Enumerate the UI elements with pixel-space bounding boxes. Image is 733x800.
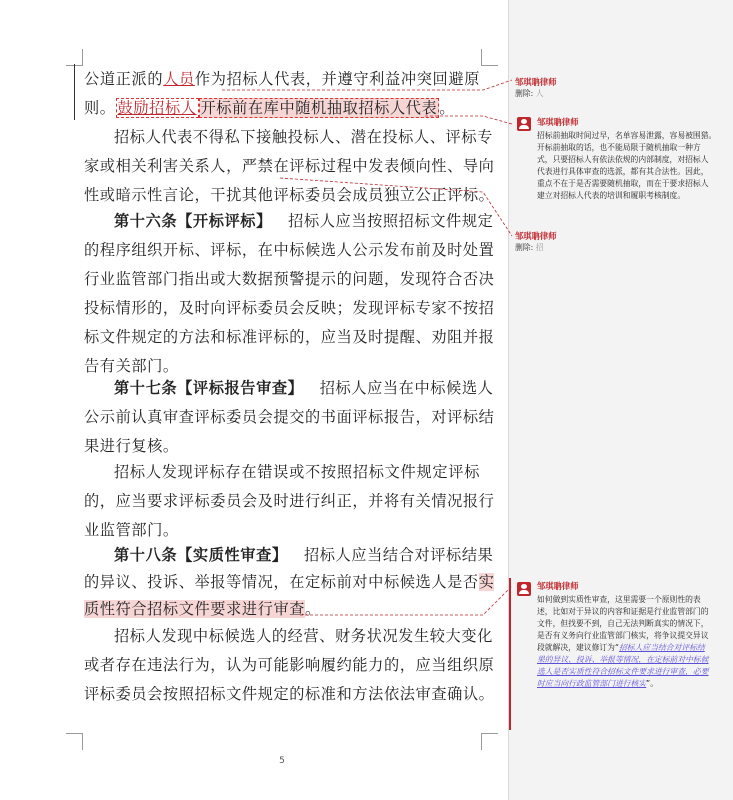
text-line[interactable]: 第十六条【开标评标】 招标人应当按照招标文件规定 [114, 212, 494, 230]
comment-author: 邹琪聃律师 [515, 231, 557, 241]
text-line[interactable]: 的异议、投诉、举报等情况，在定标前对中标候选人是否实 [84, 573, 495, 591]
inserted-text: 人员 [163, 70, 195, 88]
text-line[interactable]: 评标委员会按照招标文件规定的标准和方法依法审查确认。 [84, 685, 495, 703]
text-line[interactable]: 性或暗示性言论，干扰其他评标委员会成员独立公正评标。 [84, 186, 495, 204]
page-number: 5 [279, 756, 285, 766]
crop-mark-top-right [481, 49, 498, 66]
text-line[interactable]: 招标人发现中标候选人的经营、财务状况发生较大变化 [114, 627, 493, 645]
user-avatar-icon [517, 117, 531, 131]
text-line[interactable]: 告有关部门。 [84, 357, 179, 375]
deleted-text: 人 [535, 89, 544, 98]
deletion-balloon[interactable]: 邹琪聃律师 删除: 人 [515, 76, 715, 100]
commented-text: 质性符合招标文件要求进行审查 [84, 600, 306, 618]
commented-text: 开标前在库中随机抽取招标人代表 [200, 99, 438, 117]
text-line[interactable]: 的，应当要求评标委员会及时进行纠正，并将有关情况报行 [84, 492, 495, 510]
article-heading: 第十七条【评标报告审查】 [114, 379, 304, 397]
comment-body: 招标前抽取时间过早，名单容易泄露，容易被围猎。 开标前抽取的话，也不能局限于随机抽取一种方 式，只要招标人有依法依规的内部制度，对招标人 代表进行具体审查的选派，都有其合法性。因此， 重点不在于是否需要随机抽取，而在于要求招标人 建立对招标人代表的培训和履职考核制度。 [537, 131, 717, 200]
commented-text: 实 [478, 573, 495, 591]
crop-mark-bottom-left [66, 733, 83, 750]
article-heading: 第十六条【开标评标】 [114, 212, 272, 230]
text-line[interactable]: 标文件规定的方法和标准评标的，应当及时提醒、劝阻并报 [84, 328, 495, 346]
comment-balloon[interactable] [537, 580, 729, 690]
text-line[interactable]: 质性符合招标文件要求进行审查。 [84, 600, 321, 618]
crop-mark-bottom-right [481, 733, 498, 750]
text-line[interactable]: 第十七条【评标报告审查】 招标人应当在中标候选人 [114, 379, 494, 397]
inserted-text: 鼓励招标人 [117, 99, 197, 117]
text-line[interactable]: 公示前认真审查评标委员会提交的书面评标报告，对评标结 [84, 408, 495, 426]
text-line[interactable]: 行业监管部门指出或大数据预警提示的问题，发现符合否决 [84, 270, 495, 288]
text-line[interactable]: 家或相关利害关系人，严禁在评标过程中发表倾向性、导向 [84, 157, 495, 175]
deletion-balloon[interactable]: 邹琪聃律师 删除: 招 [515, 230, 715, 254]
comment-markup-pane [508, 0, 733, 800]
text-line[interactable]: 果进行复核。 [84, 437, 179, 455]
text-line[interactable]: 公道正派的人员作为招标人代表，并遵守利益冲突回避原 [84, 70, 480, 88]
text-line[interactable]: 业监管部门。 [84, 521, 179, 539]
comment-author: 邹琪聃律师 [515, 77, 557, 87]
text-line[interactable]: 则。 鼓励招标人 开标前在库中随机抽取招标人代表 。 [84, 99, 456, 117]
comment-range-bar [509, 578, 511, 730]
article-heading: 第十八条【实质性审查】 [114, 546, 288, 564]
revision-change-bar [74, 64, 75, 120]
text-line[interactable]: 第十八条【实质性审查】 招标人应当结合对评标结果 [114, 546, 494, 564]
text-line[interactable]: 的程序组织开标、评标，在中标候选人公示发布前及时处置 [84, 241, 495, 259]
text-line[interactable]: 招标人代表不得私下接触投标人、潜在投标人、评标专 [114, 128, 493, 146]
comment-author: 邹琪聃律师 [537, 581, 579, 591]
text-line[interactable]: 投标情形的，及时向评标委员会反映；发现评标专家不按招 [84, 299, 495, 317]
text-line[interactable]: 招标人发现评标存在错误或不按照招标文件规定评标 [114, 463, 480, 481]
comment-body: 如何做到实质性审查，这里需要一个原则性的表 述，比如对于异议的内容和证据是行业监管部门的 文件，但找要不到，自己无法判断真实的情况下， 是否有义务向行业监管部门核实，将争议提交异议 段就解决，建议修订为“招标人应当结合对评标结 果的异议、投诉、举报等情况，在定标前对中标候 选人是否实质性符合招标文件要求进行审查，必要 时应当向行政监管部门进行核实”。 [537, 595, 709, 688]
comment-balloon[interactable] [537, 116, 729, 202]
user-avatar-icon [517, 582, 531, 596]
comment-author: 邹琪聃律师 [537, 117, 579, 127]
deleted-text: 招 [535, 243, 544, 252]
text-line[interactable]: 或者存在违法行为，认为可能影响履约能力的，应当组织原 [84, 656, 495, 674]
